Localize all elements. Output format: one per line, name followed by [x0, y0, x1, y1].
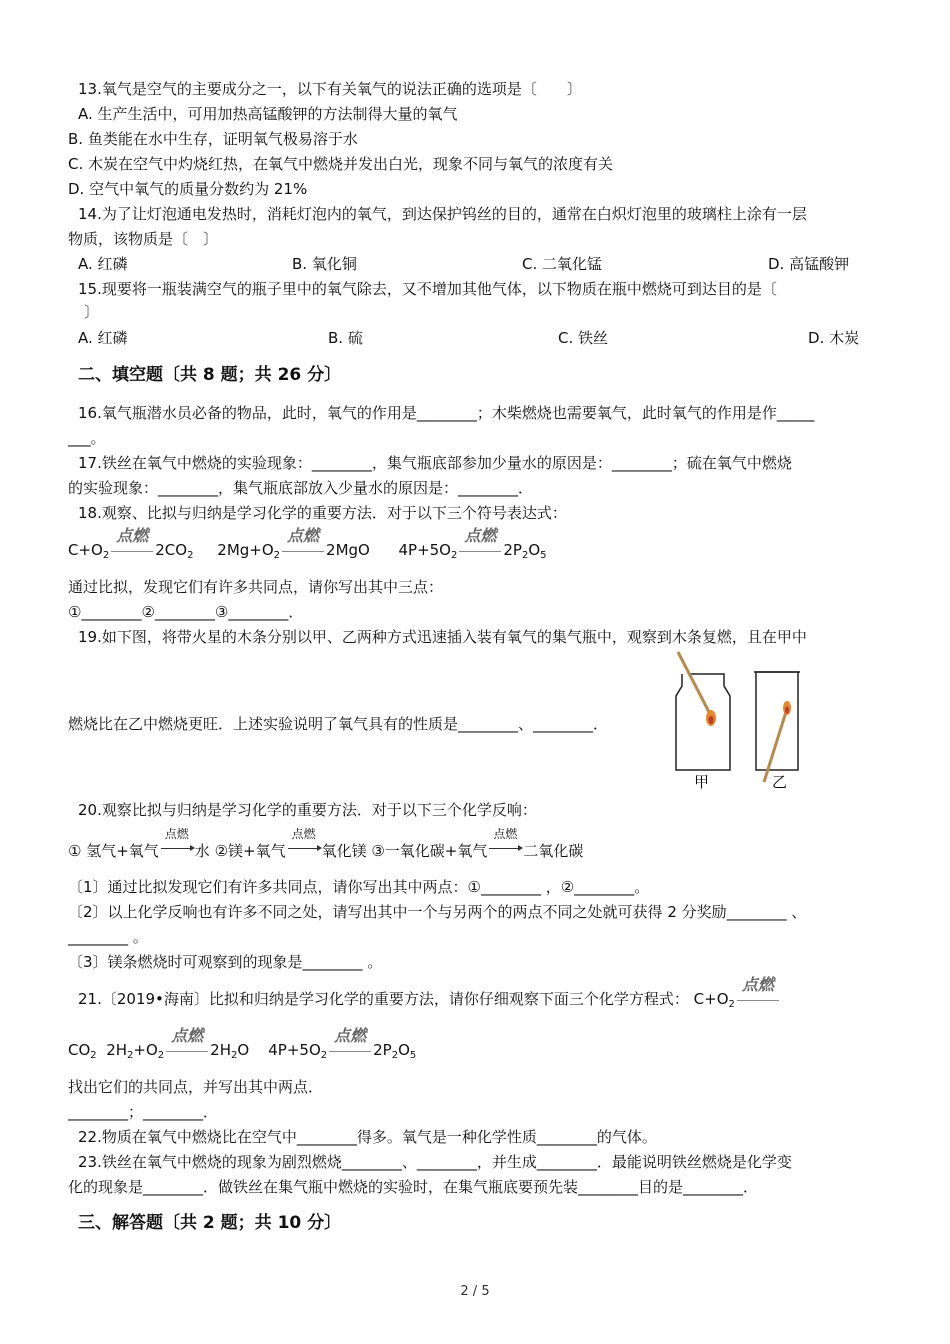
- section-3-heading: 三、解答题〔共 2 题；共 10 分〕: [78, 1213, 342, 1233]
- q21-blanks: ________；________．: [68, 1103, 219, 1121]
- q13-option-b: B. 鱼类能在水中生存，证明氧气极易溶于水: [68, 130, 358, 148]
- ignite-arrow-icon: 点燃: [159, 838, 195, 860]
- q18-eq2: $2Mg+O_2$ 点燃 2MgO: [217, 526, 370, 561]
- q13-stem: 13.氧气是空气的主要成分之一，以下有关氧气的说法正确的选项是〔 〕: [78, 80, 582, 98]
- q20-part3: 〔3〕镁条燃烧时可观察到的现象是________ 。: [68, 953, 383, 971]
- q20-part2: 〔2〕以上化学反响也有许多不同之处，请写出其中一个与另两个的两点不同之处就可获得 2 分奖励________ 、: [68, 903, 807, 921]
- section-2-heading: 二、填空题〔共 8 题；共 26 分〕: [78, 365, 342, 385]
- splint-jia-icon: [678, 652, 710, 714]
- q18-eq3: $4P+5O_2$ 点燃 $2P_2O_5$: [398, 526, 547, 561]
- label-jia: 甲: [694, 773, 710, 791]
- ignite-arrow-icon: 点燃: [487, 838, 523, 860]
- q18-eq1: $C+O_2$ 点燃 $2CO_2$: [68, 526, 194, 561]
- ignite-arrow-icon: 点燃: [457, 537, 503, 559]
- q18-blanks: ①________②________③________．: [68, 603, 304, 621]
- q14-stem-cont: 物质，该物质是〔 〕: [68, 230, 219, 248]
- q19-line1: 19.如下图，将带火星的木条分别以甲、乙两种方式迅速插入装有氧气的集气瓶中，观察到木条复燃，且在甲中: [78, 628, 807, 646]
- q16-line1: 16.氧气瓶潜水员必备的物品，此时，氧气的作用是________；木柴燃烧也需要氧气，此时氧气的作用是作_____: [78, 404, 815, 422]
- q17-line2: 的实验现象：________，集气瓶底部放入少量水的原因是：________．: [68, 479, 534, 497]
- ignite-arrow-icon: 点燃: [286, 838, 322, 860]
- q15-option-a: A. 红磷: [78, 329, 128, 347]
- q21-prompt: 找出它们的共同点，并写出其中两点．: [68, 1078, 324, 1096]
- q14-option-d: D. 高锰酸钾: [768, 255, 850, 273]
- q16-line2: ___。: [68, 429, 106, 447]
- q21-stem: 21.〔2019•海南〕比拟和归纳是学习化学的重要方法，请你仔细观察下面三个化学方程式： $C+O_2$ 点燃: [78, 986, 890, 1010]
- q13-option-d: D. 空气中氧气的质量分数约为 21%: [68, 180, 308, 198]
- splint-yi-icon: [764, 712, 786, 782]
- q22: 22.物质在氧气中燃烧比在空气中________得多。氧气是一种化学性质________的气体。: [78, 1128, 657, 1146]
- ignite-arrow-icon: 点燃: [280, 537, 326, 559]
- q23-line1: 23.铁丝在氧气中燃烧的现象为剧烈燃烧________、________，并生成________．最能说明铁丝燃烧是化学变: [78, 1153, 792, 1171]
- q15-stem-cont: 〕: [84, 303, 100, 321]
- q20-reactions: ① 氢气+氧气 点燃 水 ②镁+氧气 点燃 氧化镁 ③一氧化碳+氧气 点燃 二氧化碳: [68, 827, 584, 860]
- ignite-arrow-icon: 点燃: [735, 986, 781, 1008]
- gas-jar-figure: [668, 644, 818, 792]
- q18-equations: [68, 526, 890, 561]
- ignite-arrow-icon: 点燃: [327, 1037, 373, 1059]
- jar-yi-outline: [756, 672, 798, 770]
- q20-part1: 〔1〕通过比拟发现它们有许多共同点，请你写出其中两点：①________ ，②________。: [68, 878, 650, 896]
- q14-option-c: C. 二氧化锰: [522, 255, 603, 273]
- q15-option-d: D. 木炭: [808, 329, 860, 347]
- q15-option-c: C. 铁丝: [558, 329, 609, 347]
- jar-jia-outline: [676, 674, 730, 770]
- q20-stem: 20.观察比拟与归纳是学习化学的重要方法．对于以下三个化学反响：: [78, 801, 537, 819]
- q21-equations: $CO_2$ $2H_2+O_2$ 点燃 $2H_2O$ $4P+5O_2$ 点燃 $2P_2O_5$: [68, 1026, 417, 1061]
- q14-option-b: B. 氧化铜: [292, 255, 357, 273]
- q15-option-b: B. 硫: [328, 329, 363, 347]
- q14-option-a: A. 红磷: [78, 255, 128, 273]
- ignite-arrow-icon: 点燃: [109, 537, 155, 559]
- q18-prompt: 通过比拟，发现它们有许多共同点，请你写出其中三点：: [68, 578, 444, 596]
- q13-option-a: A. 生产生活中，可用加热高锰酸钾的方法制得大量的氧气: [78, 105, 458, 123]
- q13-option-c: C. 木炭在空气中灼烧红热，在氧气中燃烧并发出白光，现象不同与氧气的浓度有关: [68, 155, 614, 173]
- q14-stem: 14.为了让灯泡通电发热时，消耗灯泡内的氧气，到达保护钨丝的目的，通常在白炽灯泡里的玻璃柱上涂有一层: [78, 205, 807, 223]
- ignite-arrow-icon: 点燃: [164, 1037, 210, 1059]
- q23-line2: 化的现象是________．做铁丝在集气瓶中燃烧的实验时，在集气瓶底要预先装________目的是________．: [68, 1178, 759, 1196]
- label-yi: 乙: [772, 773, 788, 791]
- q19-line2: 燃烧比在乙中燃烧更旺．上述实验说明了氧气具有的性质是________、________．: [68, 715, 609, 733]
- gas-jar-diagram: [668, 644, 818, 792]
- q17-line1: 17.铁丝在氧气中燃烧的实验现象：________，集气瓶底部参加少量水的原因是：________；硫在氧气中燃烧: [78, 454, 792, 472]
- q20-part2-cont: ________ 。: [68, 928, 148, 946]
- page-number: 2 / 5: [460, 1284, 490, 1299]
- q18-stem: 18.观察、比拟与归纳是学习化学的重要方法．对于以下三个符号表达式：: [78, 504, 567, 522]
- q15-stem: 15.现要将一瓶装满空气的瓶子里中的氧气除去，又不增加其他气体，以下物质在瓶中燃烧可到达目的是〔: [78, 280, 777, 298]
